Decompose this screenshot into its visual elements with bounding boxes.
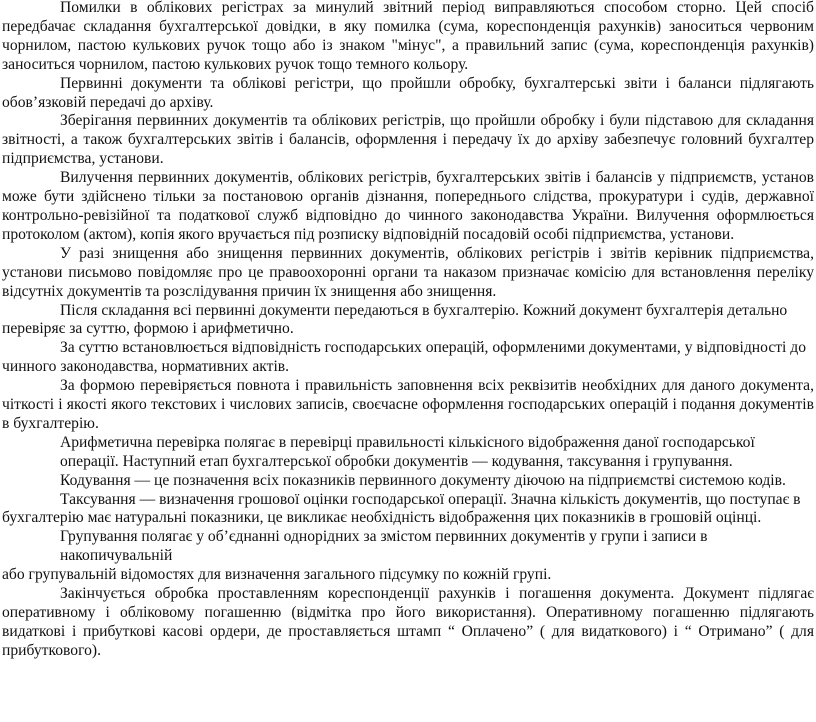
paragraph-form-check: За формою перевіряється повнота і правильність заповнення всіх реквізитів необхідних для даного документа, чіткості і якості якого текстових і числових записів, своєчасне оформлення господарських операцій і подання документів в бухгалтерію. — [2, 377, 814, 432]
paragraph-arithmetic-check: Арифметична перевірка полягає в перевірці правильності кількісного відображення даної господарської операції. Наступний етап бухгалтерської обробки документів — кодування, таксування і групування. — [60, 433, 755, 470]
paragraph-sторно: Помилки в облікових регістрах за минулий звітний період виправляються способом сторно. Цей спосіб передбачає складання бухгалтерської довідки, в яку помилка (сума, кореспонденція рахунків) заноситься червоним чорнилом, пастою кулькових ручок тощо або із знаком "мінус", а правильний запис (сума, кореспонденція рахунків) заноситься чорнилом, пастою кулькових ручок тощо темного кольору. — [2, 0, 814, 73]
paragraph-archive-transfer: Первинні документи та облікові регістри, що пройшли обробку, бухгалтерські звіти і баланси підлягають обов’язковій передачі до архіву. — [2, 74, 814, 111]
paragraph-seizure: Вилучення первинних документів, облікових регістрів, бухгалтерських звітів і балансів у підприємств, установ може бути здійснено тільки за постановою органів дізнання, попереднього слідства, прокуратури і судів, державної контрольно-ревізійної та податкової служб відповідно до чинного законодавства України. Вилучення оформлюється протоколом (актом), копія якого вручається під розписку відповідній посадовій особі підприємства, установи. — [2, 169, 814, 243]
paragraph-grouping: Групування полягає у об’єднанні однорідних за змістом первинних документів у групи і записи в накопичувальній — [60, 528, 708, 565]
paragraph-destruction: У разі знищення або знищення первинних документів, облікових регістрів і звітів керівник підприємства, установи письмово повідомляє про це правоохоронні органи та наказом призначає комісію для встановлення переліку відсутніх документів та розслідування причин їх знищення або знищення. — [2, 244, 814, 300]
paragraph-after-compilation: Після складання всі первинні документи передаються в бухгалтерію. Кожний документ бухгалтерія детально перевіряє за суттю, формою і арифметично. — [2, 301, 788, 338]
paragraph-coding-continuation: бухгалтерію має натуральні показники, це викликає необхідність відображення цих показників в грошовій оцінці. — [2, 509, 762, 527]
paragraph-grouping-continuation: або групувальній відомостях для визначення загального підсумку по кожній групі. — [2, 566, 552, 584]
paragraph-storage: Зберігання первинних документів та облікових регістрів, що пройшли обробку і були підставою для складання звітності, а також бухгалтерських звітів і балансів, оформлення і передачу їх до архіву забезпечує головний бухгалтер підприємства, установи. — [2, 112, 814, 168]
paragraph-coding: Кодування — це позначення всіх показників первинного документу діючою на підприємстві системою кодів. Таксування — визначення грошової оцінки господарської операції. Значна кількість документів, що поступає в — [60, 471, 801, 508]
paragraph-completion: Закінчується обробка проставленням кореспонденції рахунків і погашення документа. Документ підлягає оперативному і обліковому погашенню (відмітка про його використання). Оперативному погашенню підлягають видаткові і прибуткові касові ордери, де проставляється штамп “ Оплачено” ( для видаткового) і “ Отримано” ( для прибуткового). — [2, 585, 814, 659]
paragraph-substance-check: За суттю встановлюється відповідність господарських операцій, оформленими документами, у відповідності до чинного законодавства, нормативних актів. — [2, 339, 807, 376]
